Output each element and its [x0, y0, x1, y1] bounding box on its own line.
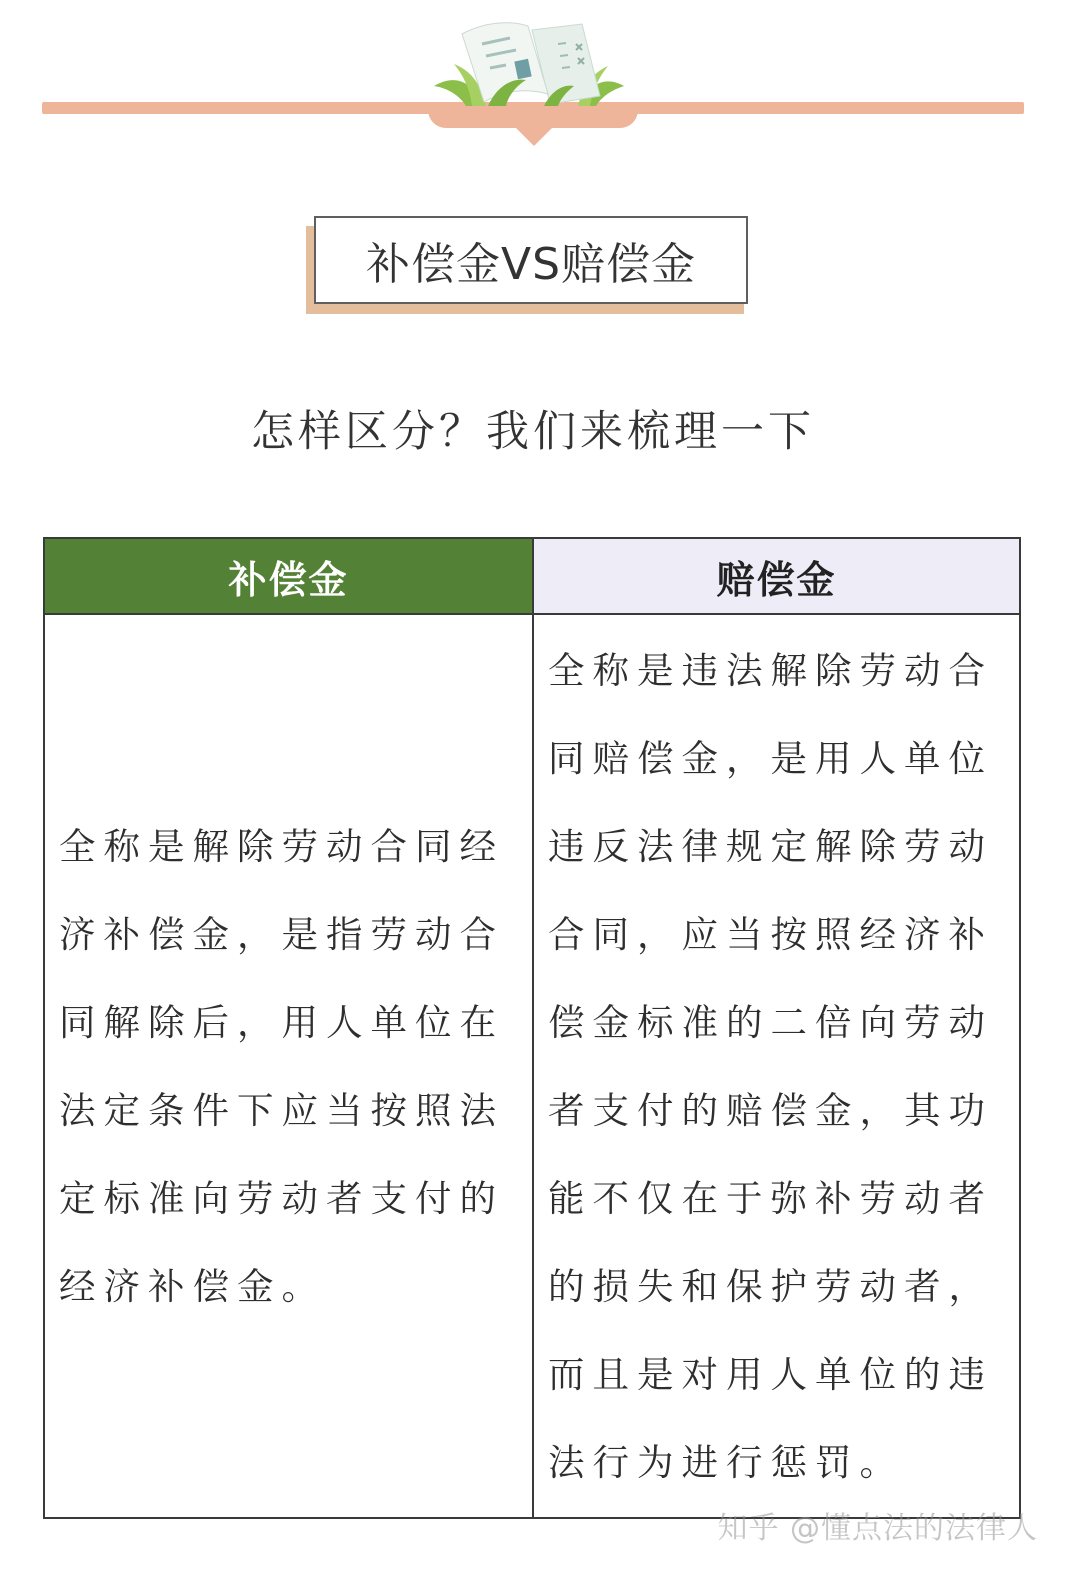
- chevron-down-icon: [512, 124, 556, 146]
- comparison-table: [43, 537, 1021, 1519]
- table-header-indemnity: 赔偿金: [534, 539, 1019, 613]
- column-divider: [532, 539, 534, 1517]
- document-illustration-icon: [424, 14, 644, 114]
- subtitle: 怎样区分？我们来梳理一下: [251, 407, 815, 457]
- indemnity-description: 全称是违法解除劳动合同赔偿金，是用人单位违反法律规定解除劳动合同，应当按照经济补偿金标准的二倍向劳动者支付的赔偿金，其功能不仅在于弥补劳动者的损失和保护劳动者，而且是对用人单位的违法行为进行惩罚。: [548, 649, 993, 1484]
- page-title: 补偿金VS赔偿金: [314, 216, 748, 304]
- table-header-compensation: 补偿金: [45, 539, 532, 613]
- watermark: 知乎 @懂点法的法律人: [717, 1511, 1038, 1546]
- compensation-description: 全称是解除劳动合同经济补偿金，是指劳动合同解除后，用人单位在法定条件下应当按照法定标准向劳动者支付的经济补偿金。: [59, 825, 504, 1308]
